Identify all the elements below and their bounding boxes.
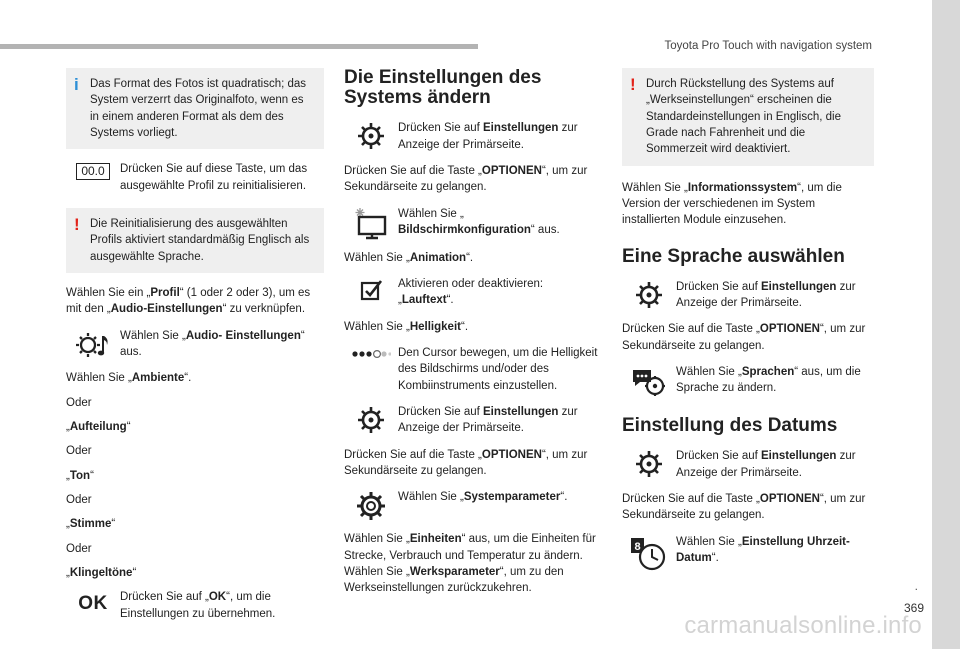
brightness-row: Den Cursor bewegen, um die Helligkeit des Bildschirms und/oder des Kombiinstruments einzustellen. <box>344 345 600 394</box>
system-params-row: Wählen Sie „Systemparameter“. <box>344 489 600 521</box>
section-heading-language: Eine Sprache auswählen <box>622 245 845 267</box>
lauftext-row: Aktivieren oder deaktivieren: „Lauftext“. <box>344 276 600 309</box>
gear-icon <box>622 279 676 309</box>
column-3 <box>622 68 874 582</box>
checkbox-icon <box>344 276 398 302</box>
settings-row-1: Drücken Sie auf Einstellungen zur Anzeige der Primärseite. <box>344 120 600 153</box>
ton-text: „Ton“ <box>66 469 94 482</box>
settings-row-3: Drücken Sie auf Einstellungen zur Anzeige der Primärseite. <box>622 279 874 312</box>
aufteilung-text: „Aufteilung“ <box>66 420 131 433</box>
screen-config-row: Wählen Sie „ Bildschirmkonfiguration“ aus. <box>344 206 600 240</box>
column-2 <box>344 68 600 606</box>
screen-icon <box>344 206 398 240</box>
warning-icon: ! <box>74 214 80 234</box>
watermark: carmanualsonline.info <box>684 611 922 639</box>
oder-4: Oder <box>66 542 92 555</box>
info-icon: i <box>74 75 79 94</box>
slider-dots-icon <box>344 345 398 361</box>
reset-button-icon: 00.0 <box>76 163 109 180</box>
stimme-text: „Stimme“ <box>66 518 116 531</box>
settings-row-4: Drücken Sie auf Einstellungen zur Anzeige der Primärseite. <box>622 448 874 481</box>
gear-icon <box>344 120 398 150</box>
header-rule <box>0 44 478 49</box>
settings-row-2: Drücken Sie auf Einstellungen zur Anzeige der Primärseite. <box>344 404 600 437</box>
system-gear-icon <box>344 489 398 521</box>
side-tab <box>932 0 960 649</box>
page-number: 369 <box>903 601 924 615</box>
warning-note: ! Die Reinitialisierung des ausgewählten Profils aktiviert standardmäßig Englisch als ausgewählte Sprache. <box>66 208 324 273</box>
animation-text: Wählen Sie „Animation“. <box>344 251 474 264</box>
ok-row: OK Drücken Sie auf „OK“, um die Einstellungen zu übernehmen. <box>78 591 276 620</box>
optionen-text-1: Drücken Sie auf die Taste „OPTIONEN“, um zur Sekundärseite zu gelangen. <box>344 164 588 194</box>
continued-marker: . <box>914 579 918 593</box>
einheiten-text: Wählen Sie „Einheiten“ aus, um die Einheiten für Strecke, Verbrauch und Temperatur zu ändern. <box>344 533 596 562</box>
warning-note-factory: ! Durch Rückstellung des Systems auf „Werkseinstellungen“ erscheinen die Standardeinstellungen in Englisch, die Grade nach Fahrenheit und die Sommerzeit wird deaktiviert. <box>622 68 874 166</box>
gear-icon <box>622 448 676 478</box>
helligkeit-text: Wählen Sie „Helligkeit“. <box>344 320 469 333</box>
date-time-row: 8 Wählen Sie „Einstellung Uhrzeit-Datum“. <box>622 534 874 572</box>
svg-text:8: 8 <box>634 540 641 553</box>
oder-1: Oder <box>66 396 92 409</box>
profil-text: Wählen Sie ein „Profil“ (1 oder 2 oder 3), um es mit den „Audio-Einstellungen“ zu verknüpfen. <box>66 286 311 316</box>
oder-3: Oder <box>66 493 92 506</box>
warning-icon: ! <box>630 75 636 94</box>
column-1 <box>66 68 324 632</box>
optionen-text-2: Drücken Sie auf die Taste „OPTIONEN“, um zur Sekundärseite zu gelangen. <box>344 448 588 477</box>
calendar-clock-icon <box>622 534 676 572</box>
ok-button-icon: OK <box>78 593 108 615</box>
optionen-text-4: Drücken Sie auf die Taste „OPTIONEN“, um zur Sekundärseite zu gelangen. <box>622 492 866 522</box>
optionen-text-3: Drücken Sie auf die Taste „OPTIONEN“, um zur Sekundärseite zu gelangen. <box>622 323 866 352</box>
section-heading-date: Einstellung des Datums <box>622 415 838 437</box>
audio-row: Wählen Sie „Audio- Einstellungen“ aus. <box>66 328 324 361</box>
running-header: Toyota Pro Touch with navigation system <box>664 40 872 52</box>
informationssystem-text: Wählen Sie „Informationssystem“, um die Version der verschiedenen im System installierten Module einzusehen. <box>622 181 842 227</box>
klingeltone-text: „Klingeltöne“ <box>66 566 137 579</box>
reset-row: 00.0 Drücken Sie auf diese Taste, um das ausgewählte Profil zu reinitialisieren. <box>66 161 324 194</box>
oder-2: Oder <box>66 445 92 458</box>
audio-settings-icon <box>66 328 120 360</box>
language-icon <box>622 364 676 398</box>
ambiente-text: Wählen Sie „Ambiente“. <box>66 372 192 385</box>
section-heading-system: Die Einstellungen des Systems ändern <box>344 67 542 109</box>
info-note: i Das Format des Fotos ist quadratisch; das System verzerrt das Originalfoto, wenn es in einem anderen Format als dem des Systems vorliegt. <box>66 68 324 149</box>
werksparameter-text: Wählen Sie „Werksparameter“, um zu den Werkseinstellungen zurückzukehren. <box>344 565 564 595</box>
languages-row: Wählen Sie „Sprachen“ aus, um die Sprache zu ändern. <box>622 364 874 398</box>
gear-icon <box>344 404 398 434</box>
